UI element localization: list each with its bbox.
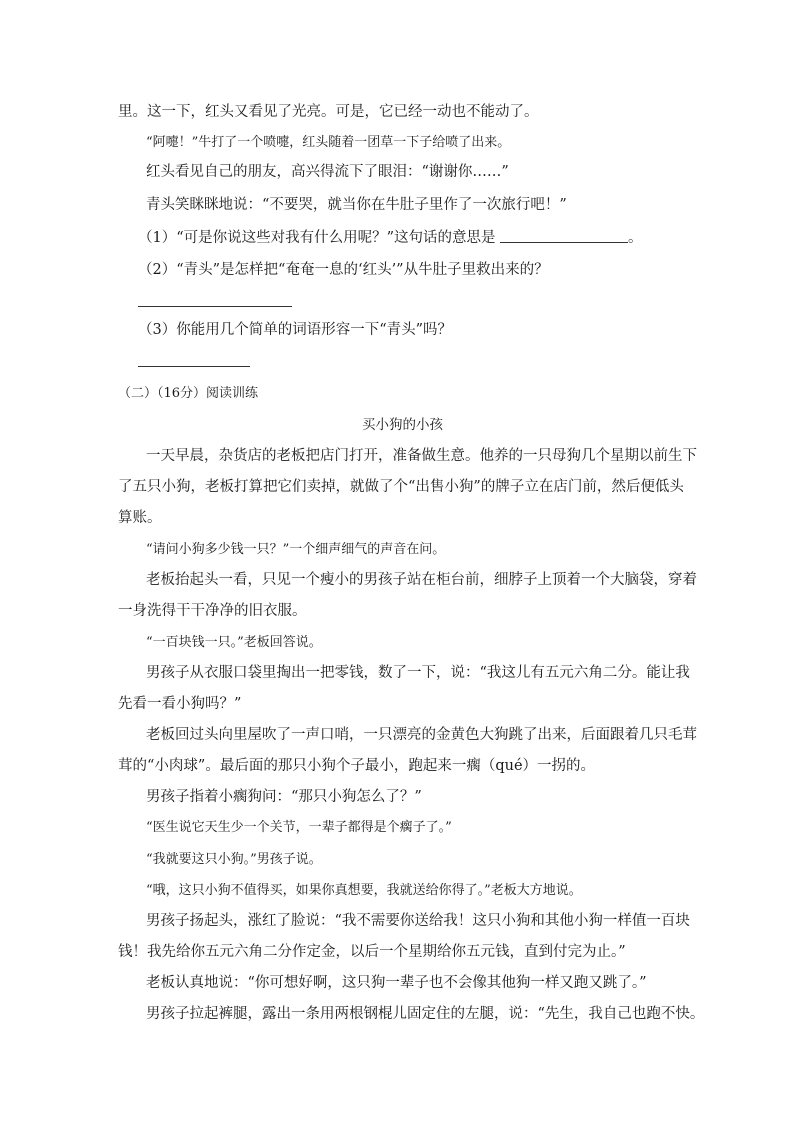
- story-line: 茸的“小肉球”。最后面的那只小狗个子最小，跑起来一瘸（qué）一拐的。: [118, 758, 596, 774]
- story-line: 钱！我先给你五元六角二分作定金，以后一个星期给你五元钱，直到付完为止。”: [118, 944, 626, 960]
- story-line: 老板回过头向里屋吹了一声口哨，一只漂亮的金黄色大狗跳了出来，后面跟着几只毛茸: [146, 727, 697, 743]
- paragraph-line: “阿嚏！”牛打了一个喷嚏，红头随着一团草一下子给喷了出来。: [146, 135, 511, 150]
- paragraph-line: 红头看见自己的朋友，高兴得流下了眼泪：“谢谢你……”: [146, 164, 509, 180]
- question-1: （1）“可是你说这些对我有什么用呢？”这句话的意思是: [138, 230, 496, 246]
- answer-blank-1[interactable]: [500, 242, 628, 243]
- question-2: （2）“青头”是怎样把“奄奄一息的‘红头’”从牛肚子里救出来的？: [138, 262, 549, 278]
- section-heading: （二）（16分）阅读训练: [118, 386, 259, 401]
- story-title: 买小狗的小孩: [362, 417, 443, 433]
- story-line: 男孩子扬起头，涨红了脸说：“我不需要你送给我！这只小狗和其他小狗一样值一百块: [146, 913, 690, 929]
- story-line: 老板抬起头一看，只见一个瘦小的男孩子站在柜台前，细脖子上顶着一个大脑袋，穿着: [146, 572, 697, 588]
- question-3: （3）你能用几个简单的词语形容一下“青头”吗？: [138, 322, 453, 338]
- paragraph-line: 里。这一下，红头又看见了光亮。可是，它已经一动也不能动了。: [118, 104, 539, 120]
- paragraph-line: 青头笑眯眯地说：“不要哭，就当你在牛肚子里作了一次旅行吧！”: [146, 197, 567, 213]
- story-line: “医生说它天生少一个关节，一辈子都得是个瘸子了。”: [146, 820, 452, 835]
- story-line: 先看一看小狗吗？”: [118, 696, 242, 712]
- story-line: 一身洗得干干净净的旧衣服。: [118, 603, 307, 619]
- story-line: “一百块钱一只。”老板回答说。: [146, 635, 322, 650]
- question-1-period: 。: [628, 230, 643, 246]
- story-line: 算账。: [118, 510, 162, 526]
- story-line: “请问小狗多少钱一只？”一个细声细气的声音在问。: [146, 542, 446, 557]
- story-line: 男孩子拉起裤腿，露出一条用两根钢棍儿固定住的左腿，说：“先生，我自己也跑不快。: [146, 1006, 705, 1022]
- story-line: 老板认真地说：“你可想好啊，这只狗一辈子也不会像其他狗一样又跑又跳了。”: [146, 975, 647, 991]
- story-line: 男孩子从衣服口袋里掏出一把零钱，数了一下，说：“我这儿有五元六角二分。能让我: [146, 665, 690, 681]
- story-line: 了五只小狗，老板打算把它们卖掉，就做了个“出售小狗”的牌子立在店门前，然后便低头: [118, 479, 684, 495]
- answer-blank-3[interactable]: [138, 366, 250, 367]
- story-line: 一天早晨，杂货店的老板把店门打开，准备做生意。他养的一只母狗几个星期以前生下: [146, 448, 697, 464]
- answer-blank-2[interactable]: [138, 306, 292, 307]
- story-line: “哦，这只小狗不值得买，如果你真想要，我就送给你得了。”老板大方地说。: [146, 883, 582, 898]
- story-line: 男孩子指着小瘸狗问：“那只小狗怎么了？”: [146, 789, 422, 805]
- story-line: “我就要这只小狗。”男孩子说。: [146, 852, 322, 867]
